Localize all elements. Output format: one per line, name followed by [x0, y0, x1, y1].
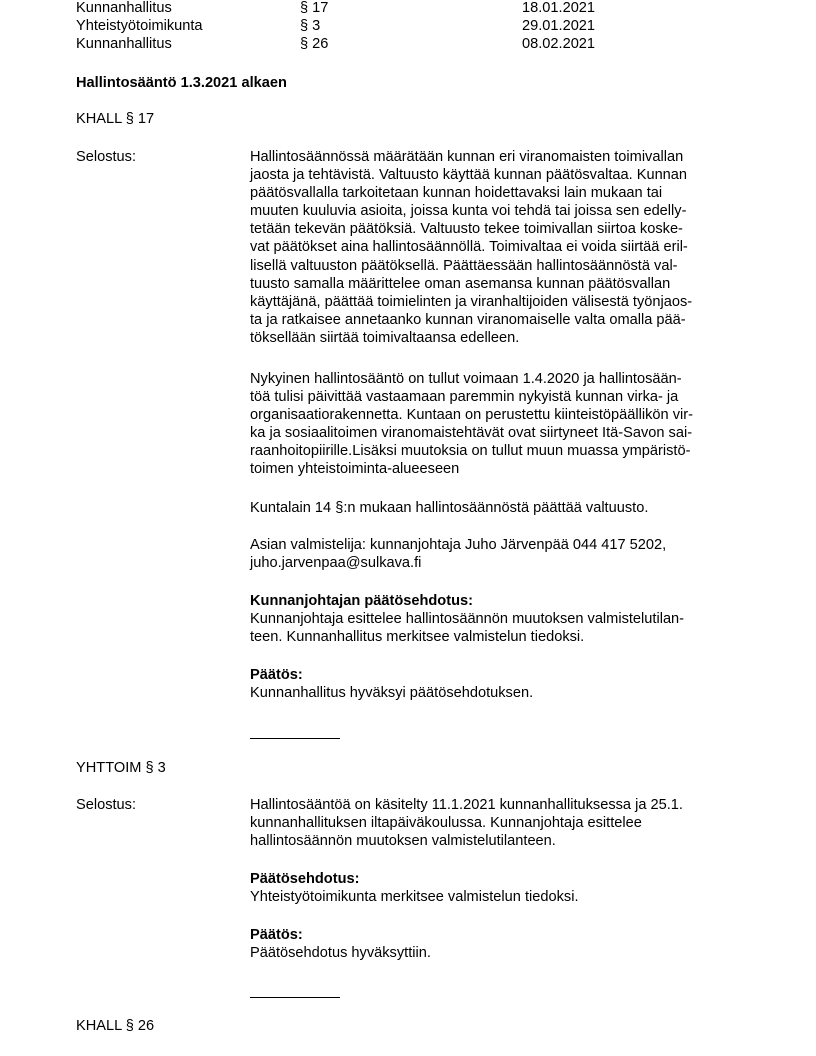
text-line: ta ja ratkaisee annetaanko kunnan viranomaiselle valta omalla pää-: [250, 311, 686, 328]
document-title: Hallintosääntö 1.3.2021 alkaen: [76, 75, 287, 91]
khall17-decision: [250, 666, 750, 702]
schedule-section: § 3: [300, 18, 321, 34]
schedule-body: Kunnanhallitus: [76, 0, 172, 16]
proposal-heading: Päätösehdotus:: [250, 871, 360, 887]
text-line: juho.jarvenpaa@sulkava.fi: [250, 555, 422, 572]
text-line: organisaatiorakennetta. Kuntaan on perustettu kiinteistöpäällikön vir-: [250, 407, 693, 424]
section-heading-yhttoim-3: YHTTOIM § 3: [76, 760, 166, 776]
selostus-label: Selostus:: [76, 149, 137, 165]
schedule-section: § 17: [300, 0, 329, 16]
text-line: jaosta ja tehtävistä. Valtuusto käyttää kunnan päätösvaltaa. Kunnan: [250, 167, 688, 184]
khall17-paragraph-2: [250, 370, 750, 479]
text-line: toimen yhteistoiminta-alueeseen: [250, 461, 460, 478]
text-line: Hallintosääntöä on käsitelty 11.1.2021 kunnanhallituksessa ja 25.1.: [250, 797, 683, 813]
section-divider: [250, 997, 340, 998]
decision-heading: Päätös:: [250, 667, 303, 683]
decision-heading: Päätös:: [250, 927, 303, 943]
text-line: Hallintosäännössä määrätään kunnan eri viranomaisten toimivallan: [250, 149, 684, 165]
text-line: teen. Kunnanhallitus merkitsee valmistelun tiedoksi.: [250, 629, 585, 646]
schedule-date: 18.01.2021: [522, 0, 596, 16]
text-line: Asian valmistelija: kunnanjohtaja Juho Järvenpää 044 417 5202,: [250, 537, 667, 553]
khall17-proposal: [250, 592, 750, 646]
khall17-paragraph-4: [250, 536, 750, 572]
schedule-section: § 26: [300, 36, 329, 52]
text-line: vat päätökset aina hallintosäännöllä. Toimivaltaa ei voida siirtää eril-: [250, 239, 688, 256]
text-line: tetään tekevän päätöksiä. Valtuusto tekee toimivallan siirtoa koske-: [250, 221, 683, 238]
text-line: Nykyinen hallintosääntö on tullut voimaan 1.4.2020 ja hallintosään-: [250, 371, 682, 387]
yhttoim3-decision: [250, 926, 750, 962]
text-line: hallintosäännön muutoksen valmistelutilanteen.: [250, 833, 556, 850]
text-line: käyttäjänä, päättää toimielinten ja viranhaltijoiden välisestä työnjaos-: [250, 293, 693, 310]
text-line: Yhteistyötoimikunta merkitsee valmistelun tiedoksi.: [250, 889, 579, 906]
text-line: Kuntalain 14 §:n mukaan hallintosäännöstä päättää valtuusto.: [250, 500, 649, 516]
selostus-label: Selostus:: [76, 797, 137, 813]
text-line: töksellään siirtää toimivaltaansa edelleen.: [250, 329, 520, 346]
schedule-date: 29.01.2021: [522, 18, 596, 34]
khall17-paragraph-3: [250, 499, 750, 517]
text-line: raanhoitopiirille.Lisäksi muutoksia on tullut muun muassa ympäristö-: [250, 443, 691, 460]
text-line: kunnanhallituksen iltapäiväkoulussa. Kunnanjohtaja esittelee: [250, 815, 642, 832]
text-line: töä tulisi päivittää vastaamaan paremmin nykyistä kunnan virka- ja: [250, 389, 679, 406]
text-line: päätösvallalla tarkoitetaan kunnan hoidettavaksi lain mukaan tai: [250, 185, 663, 202]
text-line: Kunnanjohtaja esittelee hallintosäännön muutoksen valmistelutilan-: [250, 611, 685, 628]
schedule-body: Yhteistyötoimikunta: [76, 18, 203, 34]
section-divider: [250, 738, 340, 739]
section-heading-khall-26: KHALL § 26: [76, 1018, 155, 1034]
text-line: muuten kuuluvia asioita, joissa kunta voi tehdä tai joissa sen edelly-: [250, 203, 687, 220]
yhttoim3-proposal: [250, 870, 750, 906]
text-line: ka ja sosiaalitoimen viranomaistehtävät ovat siirtyneet Itä-Savon sai-: [250, 425, 693, 442]
schedule-date: 08.02.2021: [522, 36, 596, 52]
yhttoim3-paragraph-1: [250, 796, 750, 850]
section-heading-khall-17: KHALL § 17: [76, 111, 155, 127]
schedule-body: Kunnanhallitus: [76, 36, 172, 52]
text-line: Päätösehdotus hyväksyttiin.: [250, 945, 431, 962]
proposal-heading: Kunnanjohtajan päätösehdotus:: [250, 593, 473, 609]
text-line: Kunnanhallitus hyväksyi päätösehdotuksen.: [250, 685, 534, 702]
text-line: tuusto samalla määrittelee oman asemansa kunnan päätösvallan: [250, 275, 671, 292]
khall17-paragraph-1: [250, 148, 750, 347]
text-line: lisellä valtuuston päätöksellä. Päättäessään hallintosäännöstä val-: [250, 257, 678, 274]
